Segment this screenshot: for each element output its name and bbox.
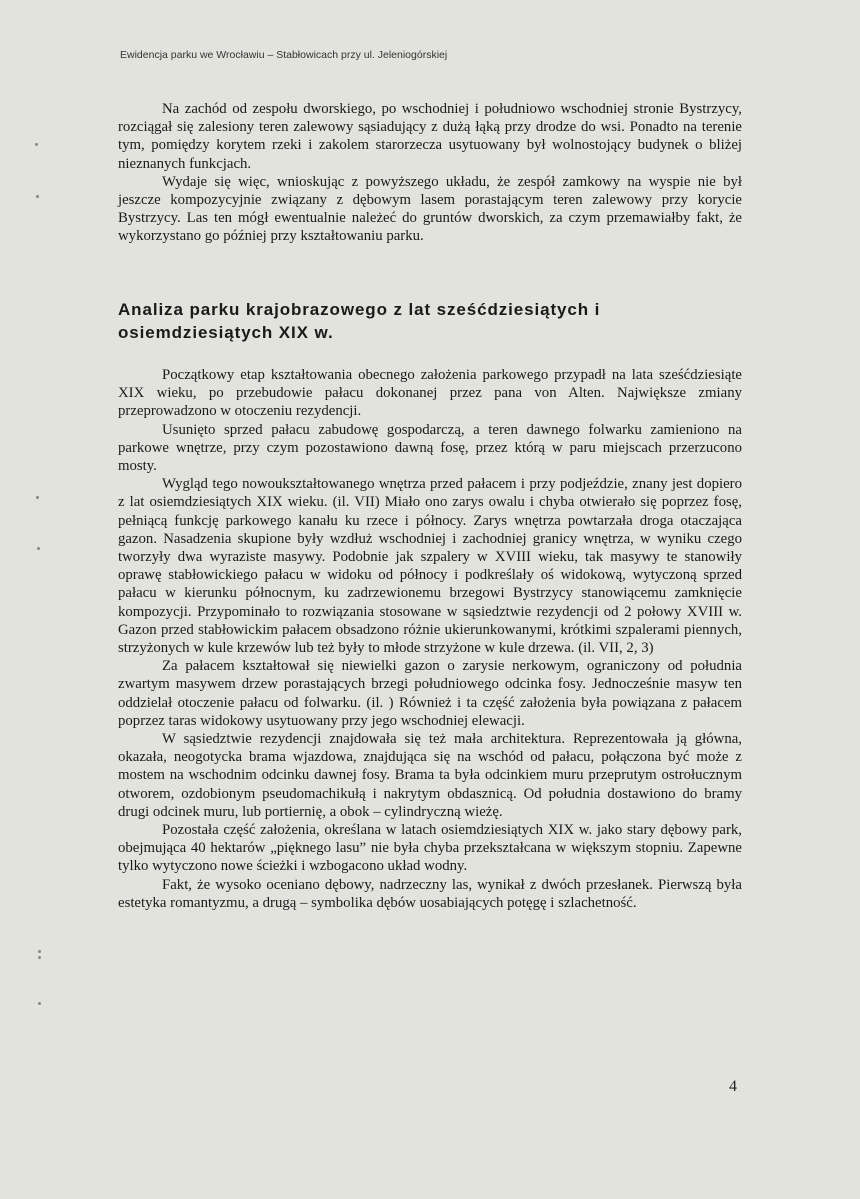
scan-margin-mark	[38, 956, 41, 959]
scan-margin-mark	[38, 950, 41, 953]
section-body	[118, 366, 742, 912]
scan-margin-mark	[37, 547, 40, 550]
intro-paragraph-1: Na zachód od zespołu dworskiego, po wschodniej i południowo wschodniej stronie Bystrzycy, rozciągał się zalesiony teren zalewowy sąsiadujący z dużą łąką przy drodze do wsi. Ponadto na terenie tym, pomiędzy korytem rzeki i zakolem starorzecza usytuowany był wolnostojący budynek o bliżej nieznanych funkcjach.	[118, 101, 742, 172]
section-paragraph-4: Za pałacem kształtował się niewielki gazon o zarysie nerkowym, ograniczony od południa zwartym masywem drzew porastających brzegi południowego odcinka fosy. Jednocześnie masyw ten oddzielał otoczenie pałacu od folwarku. (il. ) Również i ta część założenia była powiązana z pałacem poprzez taras widokowy usytuowany przy jego wschodniej elewacji.	[118, 658, 742, 729]
running-header: Ewidencja parku we Wrocławiu – Stabłowicach przy ul. Jeleniogórskiej	[120, 49, 448, 61]
section-paragraph-5: W sąsiedztwie rezydencji znajdowała się też mała architektura. Reprezentowała ją główna, okazała, neogotycka brama wjazdowa, znajdująca się na wschód od pałacu, połączona być może z mostem na wschodnim odcinku dawnej fosy. Brama ta była odcinkiem muru przeprutym ostrołucznym otworem, ozdobionym pseudomachikułą i nakrytym obdasznicą. Od południa dostawiono do bramy drugi odcinek muru, lub portiernię, a obok – cylindryczną wieżę.	[118, 731, 742, 820]
scan-margin-mark	[38, 1002, 41, 1005]
section-paragraph-3: Wygląd tego nowoukształtowanego wnętrza przed pałacem i przy podjeździe, znany jest dopiero z lat osiemdziesiątych XIX wieku. (il. VII) Miało ono zarys owalu i chyba otwierało się poprzez fosę, pełniącą funkcję parkowego kanału ku rzece i północy. Zarys wnętrza powtarzała droga otaczająca gazon. Nasadzenia skupione były wzdłuż wschodniej i zachodniej granicy wnętrza, w wyniku czego tworzyły dwa wyraziste masywy. Podobnie jak szpalery w XVIII wieku, tak masywy te stanowiły oprawę stabłowickiego pałacu w widoku od północy i podkreślały oś widokową, wytyczoną sprzed pałacu w kierunku północnym, ku zadrzewionemu brzegowi Bystrzycy stanowiącemu zamknięcie kompozycji. Przypominało to rozwiązania stosowane w sąsiedztwie rezydencji od 2 połowy XVIII w. Gazon przed stabłowickim pałacem obsadzono różnie ukierunkowanymi, krótkimi szpalerami piennych, strzyżonych w kule krzewów lub też były to młode strzyżone w kule drzewa. (il. VII, 2, 3)	[118, 476, 742, 657]
intro-text	[118, 100, 742, 246]
section-heading: Analiza parku krajobrazowego z lat sześćdziesiątych i osiemdziesiątych XIX w.	[118, 300, 601, 342]
page-number: 4	[729, 1078, 737, 1095]
scan-margin-mark	[36, 496, 39, 499]
section-paragraph-6: Pozostała część założenia, określana w latach osiemdziesiątych XIX w. jako stary dębowy park, obejmująca 40 hektarów „pięknego lasu” nie była chyba przekształcana w większym stopniu. Zapewne tylko wytyczono nowe ścieżki i wzbogacono układ wodny.	[118, 822, 742, 875]
section-paragraph-7: Fakt, że wysoko oceniano dębowy, nadrzeczny las, wynikał z dwóch przesłanek. Pierwszą była estetyka romantyzmu, a drugą – symbolika dębów uosabiających potęgę i szlachetność.	[118, 876, 742, 911]
section-paragraph-1: Początkowy etap kształtowania obecnego założenia parkowego przypadł na lata sześćdziesiąte XIX wieku, po przebudowie pałacu dokonanej przez pana von Alten. Największe zmiany przeprowadzono w otoczeniu rezydencji.	[118, 367, 742, 420]
section-paragraph-2: Usunięto sprzed pałacu zabudowę gospodarczą, a teren dawnego folwarku zamieniono na parkowe wnętrze, przy czym pozostawiono dawną fosę, przez którą w paru miejscach przerzucono mosty.	[118, 421, 742, 475]
intro-paragraph-2: Wydaje się więc, wnioskując z powyższego układu, że zespół zamkowy na wyspie nie był jeszcze kompozycyjnie związany z dębowym lasem porastającym teren zalewowy przy korycie Bystrzycy. Las ten mógł ewentualnie należeć do gruntów dworskich, za czym przemawiałby fakt, że wykorzystano go później przy kształtowaniu parku.	[118, 173, 742, 245]
scan-margin-mark	[35, 143, 38, 146]
scan-margin-mark	[36, 195, 39, 198]
